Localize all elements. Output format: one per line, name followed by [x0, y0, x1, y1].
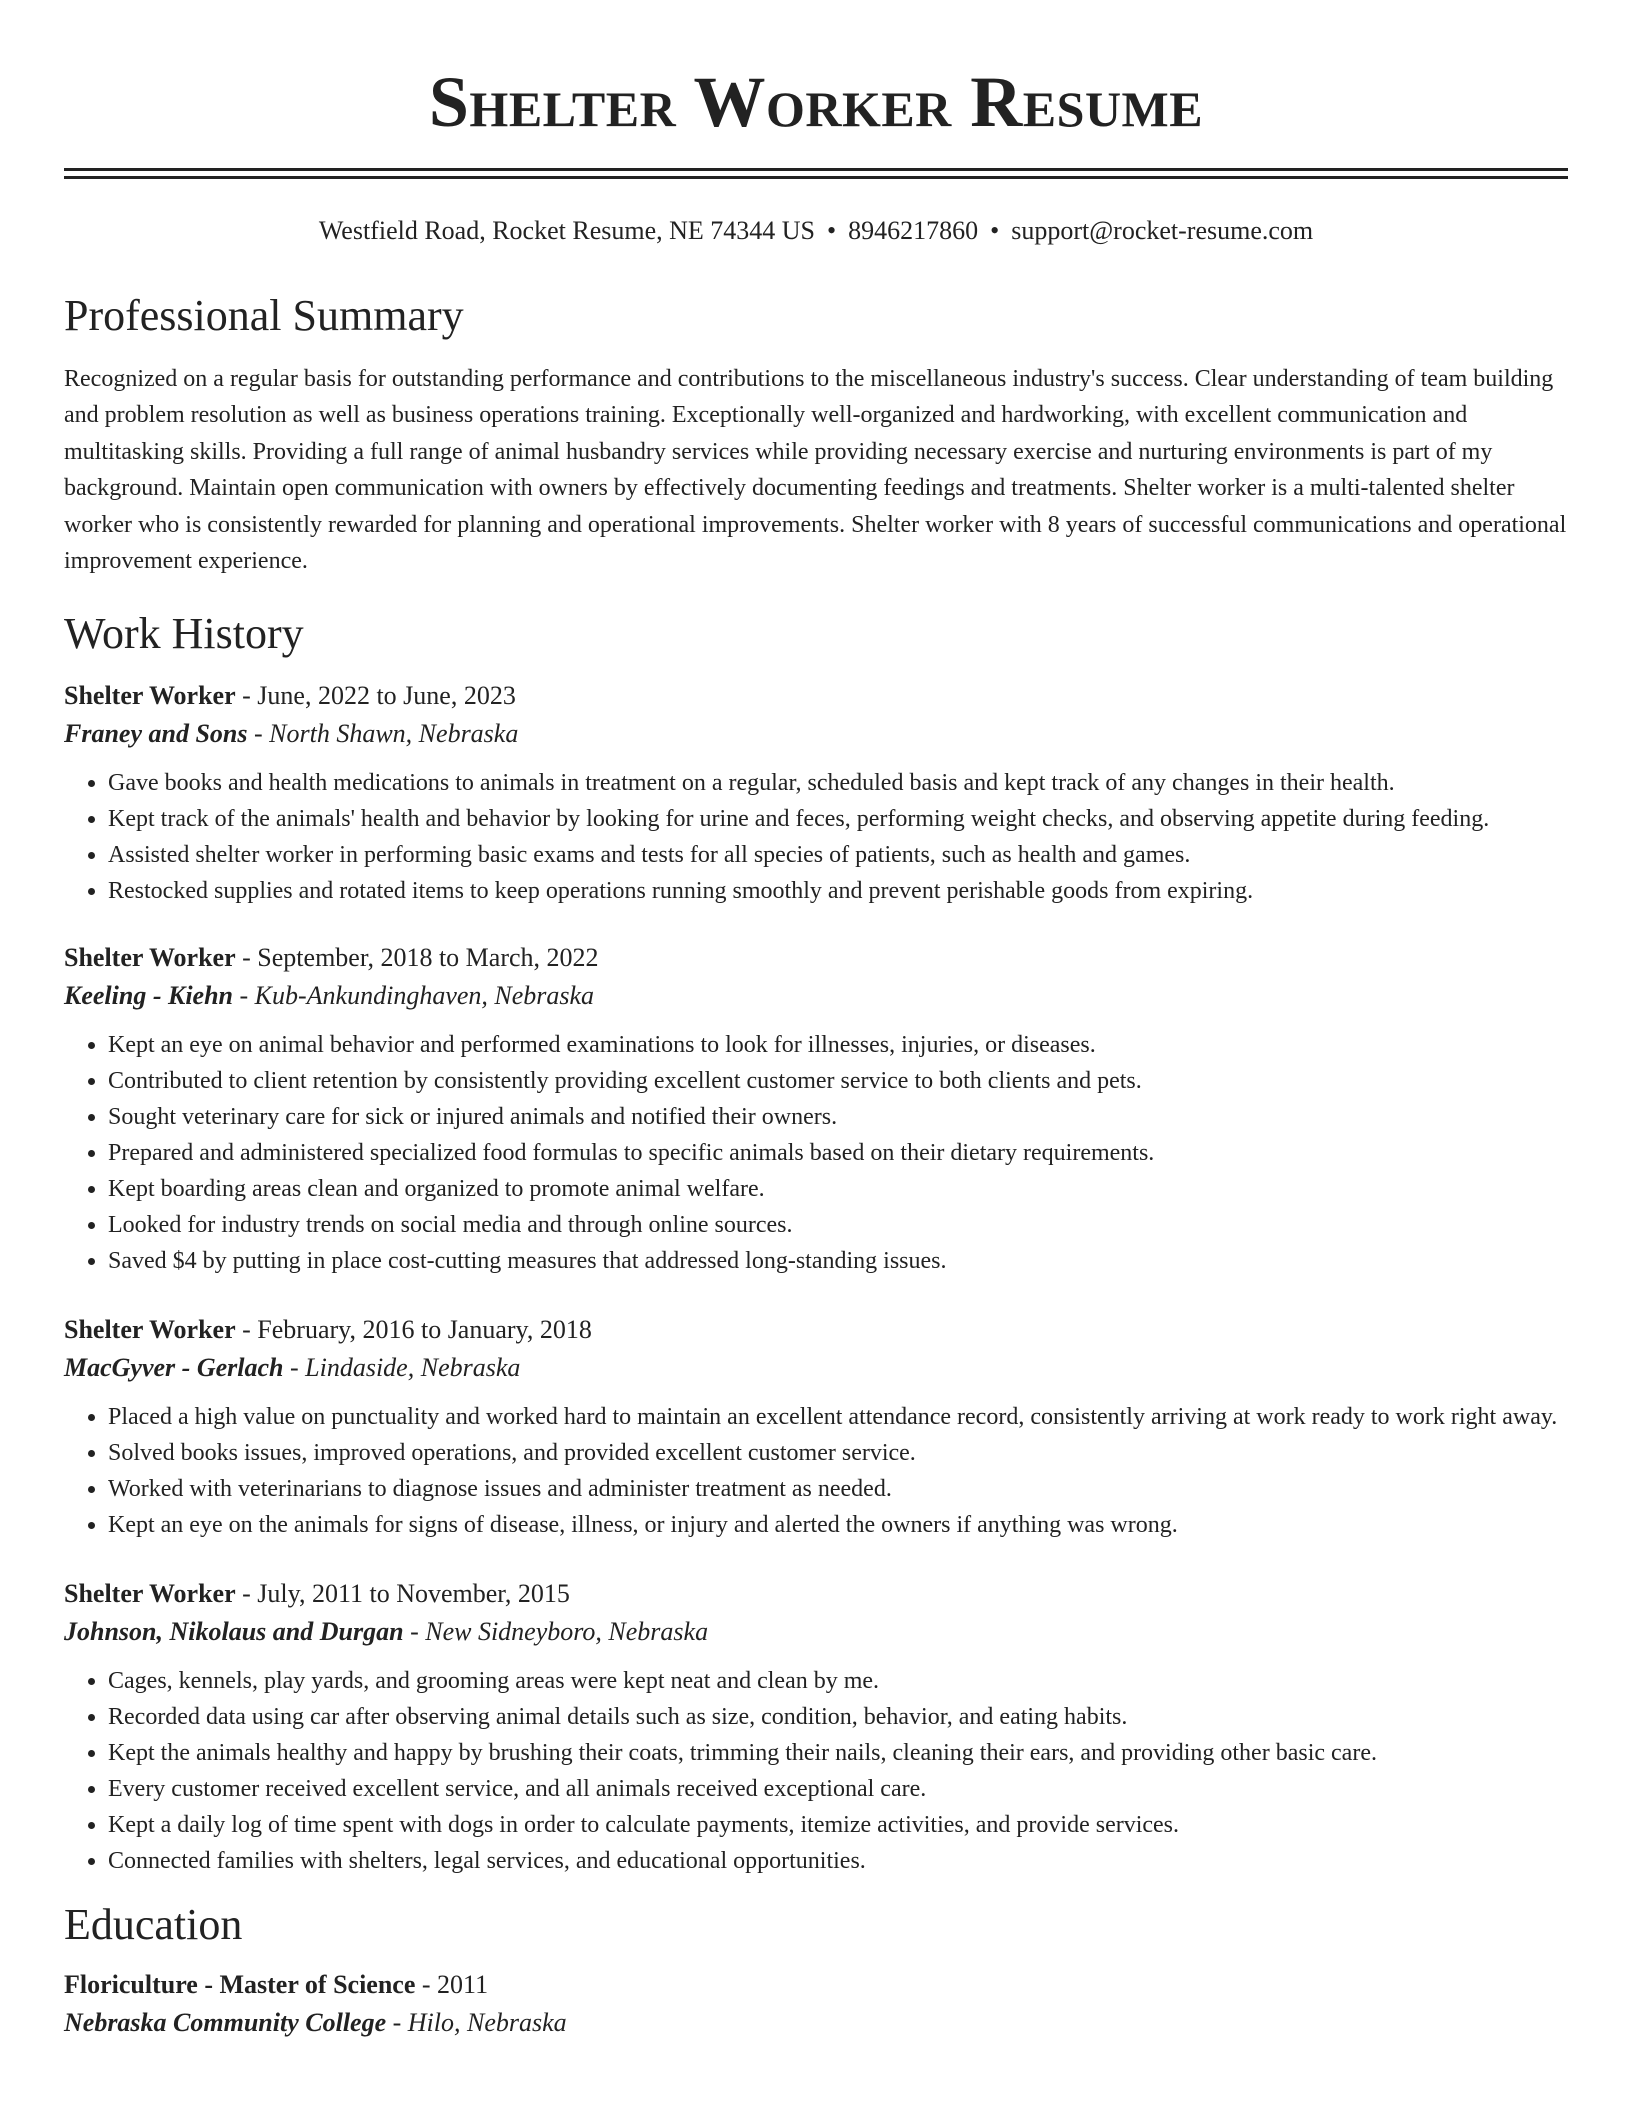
job-location: - Lindaside, Nebraska	[283, 1352, 521, 1382]
job-company: Johnson, Nikolaus and Durgan	[64, 1616, 404, 1646]
job-entry	[64, 1311, 1568, 1543]
contact-email: support@rocket-resume.com	[1011, 216, 1314, 245]
job-bullet: • Sought veterinary care for sick or injured animals and notified their owners.	[108, 1099, 1568, 1135]
job-company-line	[64, 715, 1568, 753]
job-location: - New Sidneyboro, Nebraska	[403, 1616, 709, 1646]
job-title: Shelter Worker	[64, 1314, 236, 1344]
job-company-line	[64, 1349, 1568, 1387]
job-bullet: • Kept track of the animals' health and behavior by looking for urine and feces, performing weight checks, and observing appetite during feeding.	[108, 801, 1568, 837]
job-title: Shelter Worker	[64, 680, 236, 710]
job-bullets	[64, 1027, 1568, 1279]
contact-separator: •	[827, 216, 837, 245]
job-company-line	[64, 977, 1568, 1015]
contact-address: Westfield Road, Rocket Resume, NE 74344 US	[318, 216, 816, 245]
job-bullet: • Looked for industry trends on social media and through online sources.	[108, 1207, 1568, 1243]
education-degree: Floriculture - Master of Science	[64, 1969, 416, 1999]
job-title-line	[64, 939, 1568, 977]
resume-title: Shelter Worker Resume	[428, 62, 1204, 142]
job-location: - North Shawn, Nebraska	[247, 718, 519, 748]
education-location: - Hilo, Nebraska	[386, 2007, 567, 2037]
education-heading: Education	[64, 1899, 243, 1949]
job-title: Shelter Worker	[64, 1578, 236, 1608]
job-entry	[64, 939, 1568, 1279]
work-history-heading: Work History	[64, 608, 304, 658]
contact-line	[64, 215, 1568, 246]
job-company: Franey and Sons	[64, 718, 248, 748]
education-year: - 2011	[415, 1969, 489, 1999]
job-bullet: • Placed a high value on punctuality and worked hard to maintain an excellent attendance record, consistently arriving at work ready to work right away.	[108, 1399, 1568, 1435]
job-title-line	[64, 1575, 1568, 1613]
job-bullets	[64, 1399, 1568, 1543]
education-degree-line	[64, 1966, 1568, 2004]
job-bullet: • Kept a daily log of time spent with dogs in order to calculate payments, itemize activities, and provide services.	[108, 1807, 1568, 1843]
job-bullet: • Kept boarding areas clean and organized to promote animal welfare.	[108, 1171, 1568, 1207]
job-dates: - July, 2011 to November, 2015	[235, 1578, 570, 1608]
education-school-line	[64, 2004, 1568, 2042]
job-bullets	[64, 1663, 1568, 1879]
job-title-line	[64, 677, 1568, 715]
job-bullet: • Prepared and administered specialized food formulas to specific animals based on their dietary requirements.	[108, 1135, 1568, 1171]
job-bullet: • Kept an eye on the animals for signs of disease, illness, or injury and alerted the owners if anything was wrong.	[108, 1507, 1568, 1543]
job-title: Shelter Worker	[64, 942, 236, 972]
job-title-line	[64, 1311, 1568, 1349]
job-bullet: • Assisted shelter worker in performing basic exams and tests for all species of patients, such as health and games.	[108, 837, 1568, 873]
job-bullet: • Cages, kennels, play yards, and grooming areas were kept neat and clean by me.	[108, 1663, 1568, 1699]
contact-phone: 8946217860	[848, 216, 979, 245]
job-bullet: • Recorded data using car after observing animal details such as size, condition, behavior, and eating habits.	[108, 1699, 1568, 1735]
job-dates: - February, 2016 to January, 2018	[235, 1314, 592, 1344]
job-dates: - September, 2018 to March, 2022	[235, 942, 599, 972]
job-bullet: • Saved $4 by putting in place cost-cutting measures that addressed long-standing issues.	[108, 1243, 1568, 1279]
contact-separator: •	[990, 216, 1000, 245]
education-entry	[64, 1966, 1568, 2042]
job-bullet: • Kept an eye on animal behavior and performed examinations to look for illnesses, injuries, or diseases.	[108, 1027, 1568, 1063]
job-bullet: • Worked with veterinarians to diagnose issues and administer treatment as needed.	[108, 1471, 1568, 1507]
education-school: Nebraska Community College	[64, 2007, 387, 2037]
job-bullet: • Every customer received excellent service, and all animals received exceptional care.	[108, 1771, 1568, 1807]
job-bullets	[64, 765, 1568, 909]
summary-text: Recognized on a regular basis for outstanding performance and contributions to the miscellaneous industry's success. Clear understanding of team building and problem resolution as well as business operations training. Exceptionally well-organized and hardworking, with excellent communication and multitasking skills. Providing a full range of animal husbandry services while providing necessary exercise and nurturing environments is part of my background. Maintain open communication with owners by effectively documenting feedings and treatments. Shelter worker is a multi-talented shelter worker who is consistently rewarded for planning and operational improvements. Shelter worker with 8 years of successful communications and operational improvement experience.	[64, 365, 1567, 575]
summary-heading: Professional Summary	[64, 291, 464, 341]
job-bullet: • Connected families with shelters, legal services, and educational opportunities.	[108, 1843, 1568, 1879]
job-dates: - June, 2022 to June, 2023	[235, 680, 516, 710]
job-entry	[64, 1575, 1568, 1879]
title-double-rule	[64, 168, 1568, 179]
job-company-line	[64, 1613, 1568, 1651]
job-location: - Kub-Ankundinghaven, Nebraska	[233, 980, 595, 1010]
job-bullet: • Gave books and health medications to animals in treatment on a regular, scheduled basis and kept track of any changes in their health.	[108, 765, 1568, 801]
job-bullet: • Contributed to client retention by consistently providing excellent customer service to both clients and pets.	[108, 1063, 1568, 1099]
job-bullet: • Solved books issues, improved operations, and provided excellent customer service.	[108, 1435, 1568, 1471]
job-company: MacGyver - Gerlach	[64, 1352, 284, 1382]
job-bullet: • Restocked supplies and rotated items to keep operations running smoothly and prevent perishable goods from expiring.	[108, 873, 1568, 909]
job-bullet: • Kept the animals healthy and happy by brushing their coats, trimming their nails, cleaning their ears, and providing other basic care.	[108, 1735, 1568, 1771]
job-entry	[64, 677, 1568, 909]
job-company: Keeling - Kiehn	[64, 980, 234, 1010]
